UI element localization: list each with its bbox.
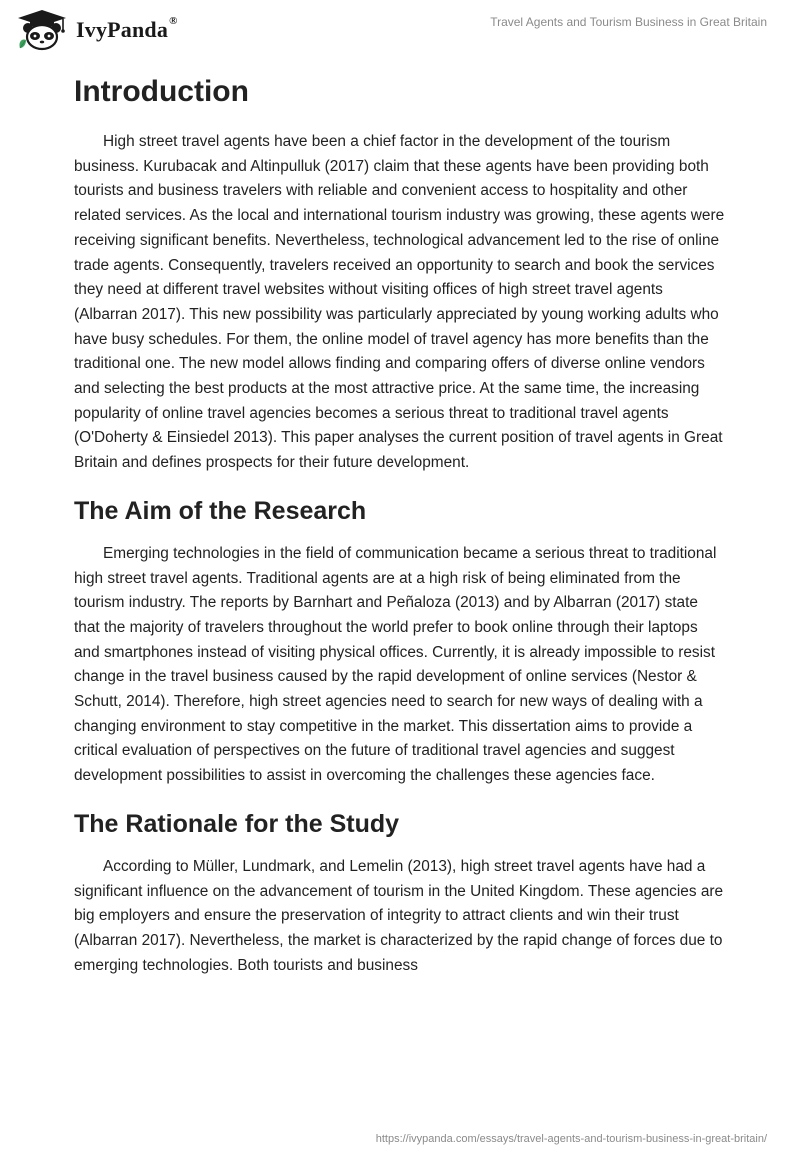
section-paragraph-introduction: High street travel agents have been a chief factor in the development of the tourism business. Kurubacak and Altinpulluk (2017) claim that these agents have been providing both tourists and business travelers with reliable and convenient access to hospitality and other related services. As the local and international tourism industry was growing, these agents were receiving significant benefits. Nevertheless, technological advancement led to the rise of online trade agents. Consequently, travelers received an opportunity to search and book the services they need at different travel websites without visiting offices of high street travel agents (Albarran 2017). This new possibility was particularly appreciated by young working adults who have busy schedules. For them, the online model of travel agency has more benefits than the traditional one. The new model allows finding and comparing offers of diverse online vendors and selecting the best products at the most attractive price. At the same time, the increasing popularity of online travel agencies becomes a serious threat to traditional travel agents (O'Doherty & Einsiedel 2013). This paper analyses the current position of travel agents in Great Britain and defines prospects for their future development.	[74, 133, 725, 472]
section-paragraph-aim: Emerging technologies in the field of communication became a serious threat to traditional high street travel agents. Traditional agents are at a high risk of being eliminated from the tourism industry. The reports by Barnhart and Peñaloza (2013) and by Albarran (2017) state that the majority of travelers throughout the world prefer to book online through their laptops and smartphones instead of visiting physical offices. Currently, it is already impossible to resist change in the travel business caused by the rapid development of online services (Nestor & Schutt, 2014). Therefore, high street agencies need to search for new ways of dealing with a changing environment to stay competitive in the market. This dissertation aims to provide a critical evaluation of perspectives on the future of traditional travel agencies and suggest development possibilities to assist in overcoming the challenges these agencies face.	[74, 544, 717, 785]
essay-body	[74, 70, 726, 978]
brand-name: IvyPanda®	[76, 15, 178, 42]
panda-graduate-icon	[14, 8, 70, 52]
section-paragraph-rationale: According to Müller, Lundmark, and Lemelin (2013), high street travel agents have had a significant influence on the advancement of tourism in the United Kingdom. These agencies are big employers and ensure the preservation of integrity to attract clients and win their trust (Albarran 2017). Nevertheless, the market is characterized by the rapid change of forces due to emerging technologies. Both tourists and business	[74, 857, 724, 974]
document-title: Travel Agents and Tourism Business in Great Britain	[490, 15, 767, 29]
brand-logo[interactable]	[14, 8, 178, 52]
page-header	[0, 0, 800, 66]
section-heading-introduction: Introduction	[74, 75, 249, 108]
registered-mark: ®	[169, 15, 178, 27]
section-heading-aim: The Aim of the Research	[74, 496, 367, 525]
source-url[interactable]: https://ivypanda.com/essays/travel-agents-and-tourism-business-in-great-britain/	[375, 1133, 767, 1145]
section-heading-rationale: The Rationale for the Study	[74, 809, 400, 838]
